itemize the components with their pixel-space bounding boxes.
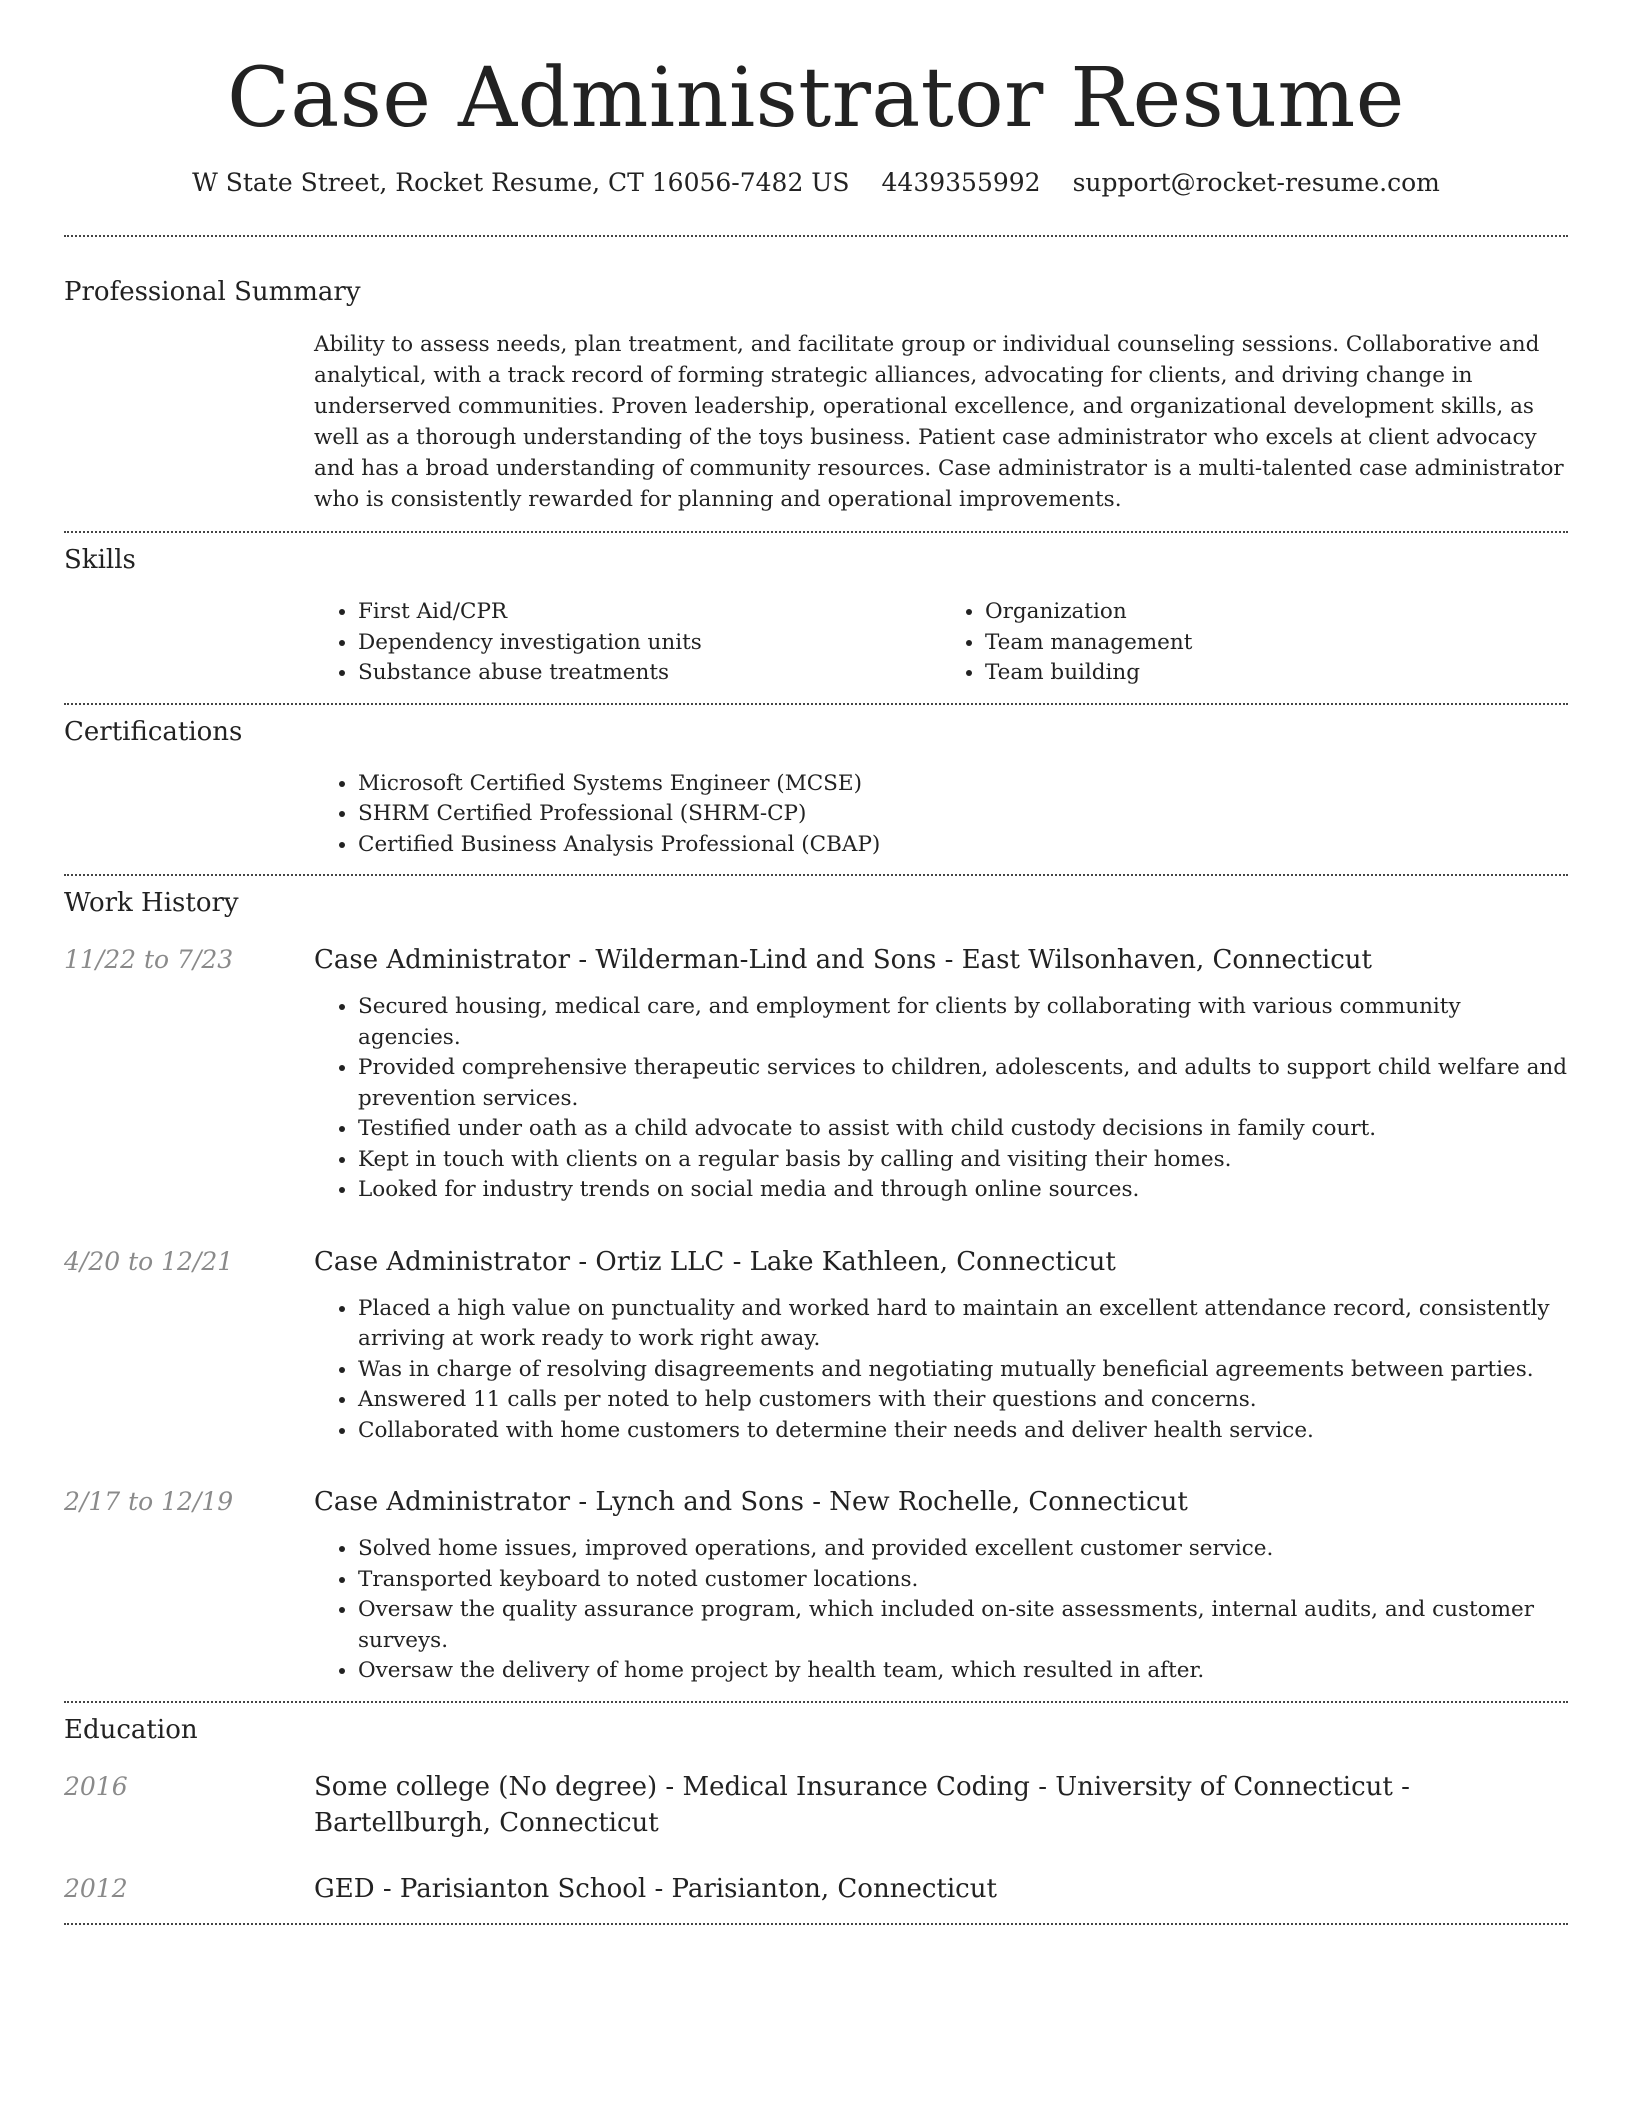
education-details: GED - Parisianton School - Parisianton, Connecticut [314, 1873, 997, 1904]
job-dates: 4/20 to 12/21 [64, 1246, 234, 1276]
summary-text: Ability to assess needs, plan treatment, and facilitate group or individual counseling sessions. Collaborative and analytical, with a track record of forming strategic alliances, advocating for clients, and driving change in underserved communities. Proven leadership, operational excellence, and organizational development skills, as well as a thorough understanding of the toys business. Patient case administrator who excels at client advocacy and has a broad understanding of community resources. Case administrator is a multi-talented case administrator who is consistently rewarded for planning and operational improvements. [314, 332, 1564, 512]
job-duty: • Oversaw the quality assurance program, which included on-site assessments, internal audits, and customer surveys. [358, 1595, 1568, 1656]
job-entry [64, 1244, 1568, 1447]
skill-item: • Organization [985, 597, 1568, 628]
contact-info [64, 168, 1568, 197]
job-entry [64, 942, 1568, 1206]
job-duty: • Secured housing, medical care, and employment for clients by collaborating with various community agencies. [358, 992, 1568, 1053]
job-duty: • Transported keyboard to noted customer locations. [358, 1565, 1568, 1596]
divider [64, 1923, 1568, 1925]
section-heading-skills: Skills [64, 545, 136, 575]
section-summary [64, 237, 1568, 531]
job-duty: • Placed a high value on punctuality and worked hard to maintain an excellent attendance record, consistently arriving at work ready to work right away. [358, 1294, 1568, 1355]
skill-item: • Dependency investigation units [358, 628, 941, 659]
contact-phone: 4439355992 [881, 168, 1041, 197]
section-heading-certifications: Certifications [64, 716, 243, 747]
section-skills [64, 533, 1568, 703]
skill-item: • Substance abuse treatments [358, 658, 941, 689]
section-education [64, 1703, 1568, 1923]
job-duty: • Looked for industry trends on social media and through online sources. [358, 1175, 1568, 1206]
job-title: Case Administrator - Ortiz LLC - Lake Kathleen, Connecticut [314, 1246, 1116, 1277]
skill-item: • Team building [985, 658, 1568, 689]
skills-list-right [941, 597, 1568, 689]
education-year: 2012 [64, 1873, 128, 1903]
job-dates: 11/22 to 7/23 [64, 945, 234, 974]
resume-page [64, 0, 1568, 1925]
contact-address: W State Street, Rocket Resume, CT 16056-7482 US [192, 168, 850, 197]
education-year: 2016 [64, 1771, 128, 1801]
job-duty: • Was in charge of resolving disagreements and negotiating mutually beneficial agreements between parties. [358, 1355, 1568, 1386]
job-duties [314, 1294, 1568, 1447]
job-title: Case Administrator - Lynch and Sons - New Rochelle, Connecticut [314, 1487, 1188, 1517]
section-certifications [64, 705, 1568, 875]
certification-item: • Certified Business Analysis Professional (CBAP) [358, 830, 1568, 861]
job-duties [314, 1534, 1568, 1687]
job-duty: • Collaborated with home customers to determine their needs and deliver health service. [358, 1416, 1568, 1447]
section-heading-work-history: Work History [64, 888, 239, 918]
resume-title: Case Administrator Resume [227, 51, 1405, 146]
certification-item: • SHRM Certified Professional (SHRM-CP) [358, 799, 1568, 830]
certifications-list [314, 769, 1568, 861]
job-duty: • Provided comprehensive therapeutic services to children, adolescents, and adults to support child welfare and prevention services. [358, 1053, 1568, 1114]
education-details: Some college (No degree) - Medical Insurance Coding - University of Connecticut - Bartellburgh, Connecticut [314, 1771, 1410, 1838]
certification-item: • Microsoft Certified Systems Engineer (MCSE) [358, 769, 1568, 800]
job-duty: • Testified under oath as a child advocate to assist with child custody decisions in family court. [358, 1114, 1568, 1145]
skills-list-left [314, 597, 941, 689]
job-duty: • Solved home issues, improved operations, and provided excellent customer service. [358, 1534, 1568, 1565]
contact-email: support@rocket-resume.com [1072, 168, 1440, 197]
section-heading-summary: Professional Summary [64, 277, 361, 307]
education-entry [64, 1871, 1568, 1907]
skill-item: • Team management [985, 628, 1568, 659]
job-entry [64, 1484, 1568, 1687]
section-work-history [64, 876, 1568, 1701]
section-heading-education: Education [64, 1714, 198, 1745]
job-title: Case Administrator - Wilderman-Lind and Sons - East Wilsonhaven, Connecticut [314, 945, 1372, 975]
job-duty: • Answered 11 calls per noted to help customers with their questions and concerns. [358, 1385, 1568, 1416]
skill-item: • First Aid/CPR [358, 597, 941, 628]
job-duties [314, 992, 1568, 1206]
education-entry [64, 1769, 1568, 1841]
job-duty: • Oversaw the delivery of home project by health team, which resulted in after. [358, 1656, 1568, 1687]
job-duty: • Kept in touch with clients on a regular basis by calling and visiting their homes. [358, 1145, 1568, 1176]
job-dates: 2/17 to 12/19 [64, 1487, 234, 1516]
